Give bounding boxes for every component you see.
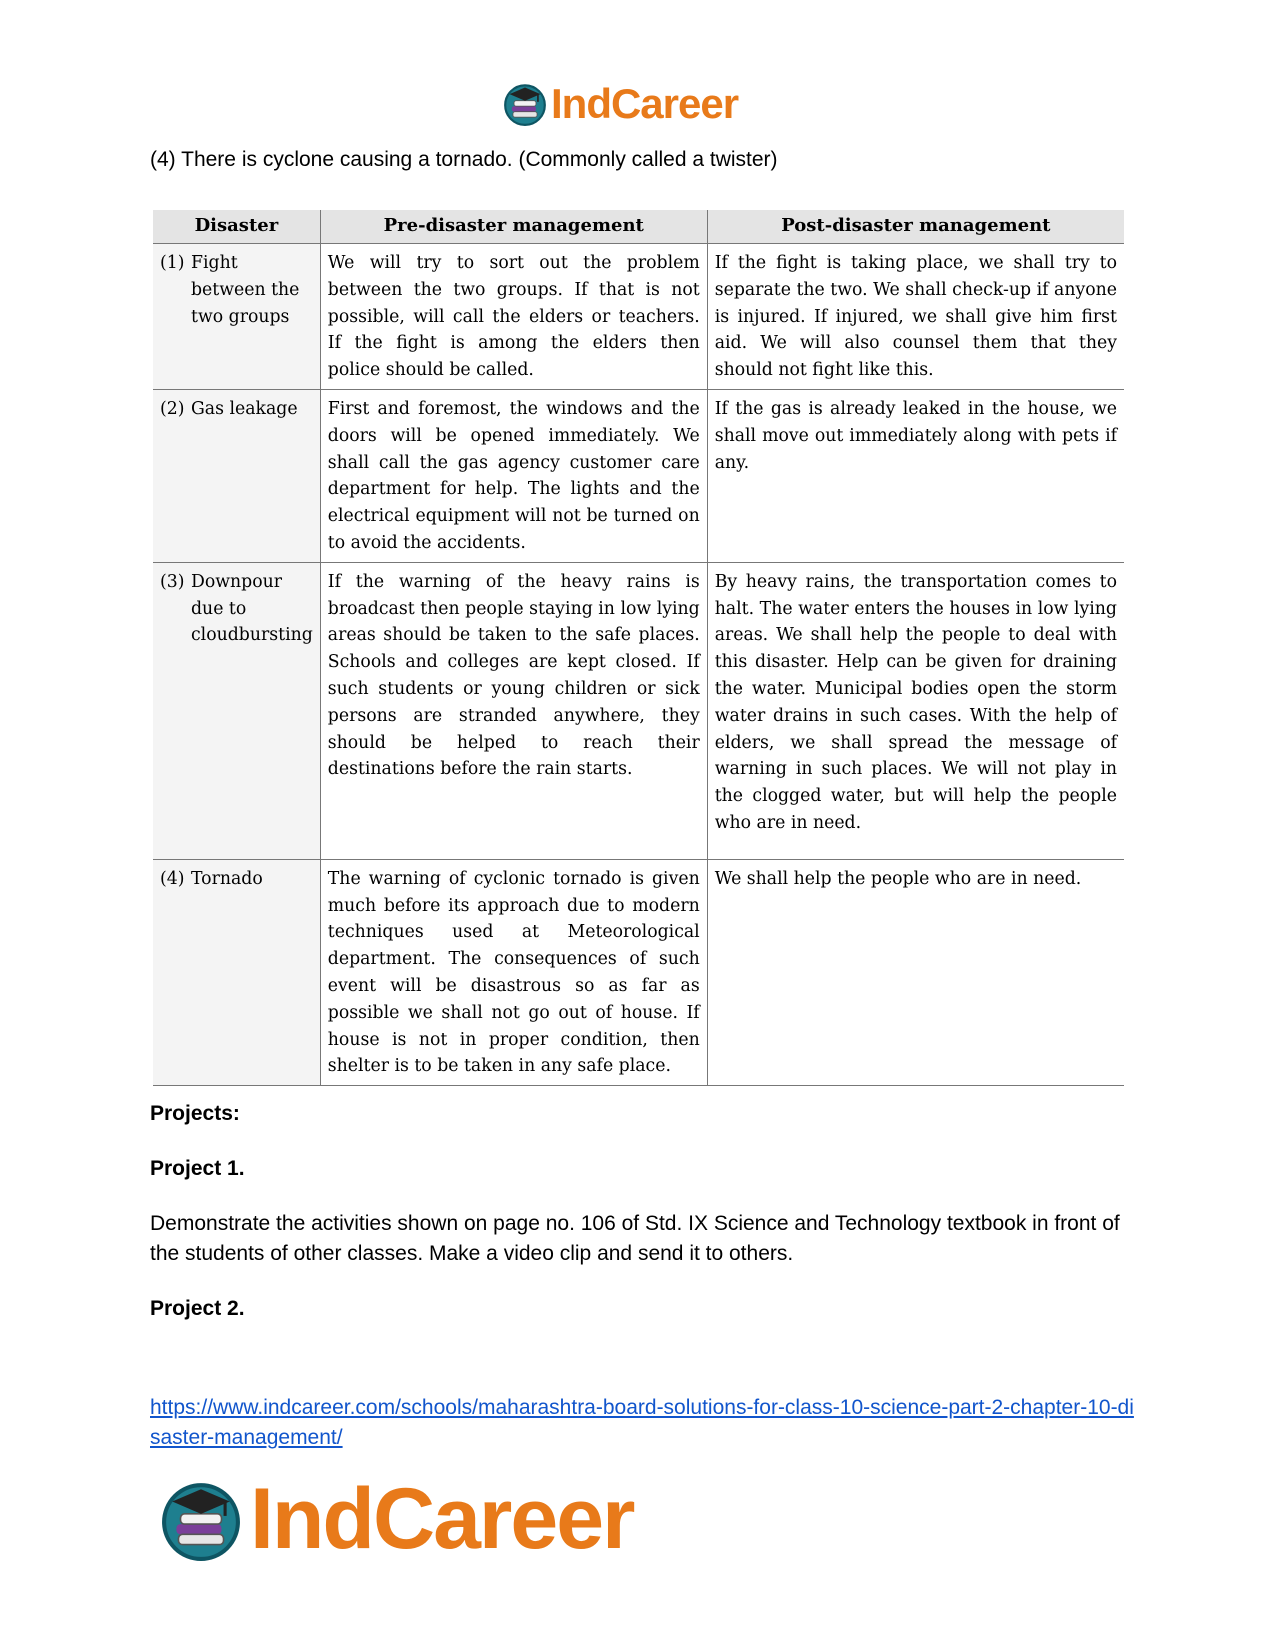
- column-header-post: Post-disaster management: [707, 210, 1124, 244]
- project-1-heading: Project 1.: [150, 1157, 245, 1180]
- row-number: (4): [160, 868, 185, 889]
- row-number: (2): [160, 398, 185, 419]
- disaster-name: Tornado: [191, 868, 263, 889]
- disaster-name: Fight between the two groups: [191, 253, 300, 327]
- column-header-disaster: Disaster: [153, 210, 320, 244]
- projects-heading: Projects:: [150, 1102, 240, 1125]
- table-header-row: [153, 210, 1124, 244]
- disaster-cell: [153, 562, 320, 859]
- graduation-book-icon: [160, 1479, 242, 1561]
- post-disaster-cell: By heavy rains, the transportation comes to halt. The water enters the houses in low lying areas. We shall help the people to deal with this disaster. Help can be given for draining the water. Municipal bodies open the storm water drains in such cases. With the help of elders, we shall spread the message of warning in such places. We will not play in the clogged water, but will help the people who are in need.: [707, 562, 1124, 859]
- disaster-name: Gas leakage: [191, 398, 298, 419]
- table-row: [153, 244, 1124, 390]
- source-link[interactable]: https://www.indcareer.com/schools/maharashtra-board-solutions-for-class-10-science-part-2-chapter-10-disaster-management/: [150, 1396, 1134, 1449]
- disaster-cell: [153, 244, 320, 390]
- table-row: [153, 859, 1124, 1085]
- header-logo: [503, 80, 738, 128]
- project-1-text: Demonstrate the activities shown on page no. 106 of Std. IX Science and Technology textbook in front of the students of other classes. Make a video clip and send it to others.: [150, 1212, 1120, 1265]
- project-2-heading: Project 2.: [150, 1297, 245, 1320]
- pre-disaster-cell: The warning of cyclonic tornado is given much before its approach due to modern techniques used at Meteorological department. The consequences of such event will be disastrous so as far as possible we shall not go out of house. If house is not in proper condition, then shelter is to be taken in any safe place.: [320, 859, 707, 1085]
- row-number: (1): [160, 253, 185, 273]
- intro-text: (4) There is cyclone causing a tornado. (Commonly called a twister): [150, 148, 778, 171]
- pre-disaster-cell: We will try to sort out the problem between the two groups. If that is not possible, will call the elders or teachers. If the fight is among the elders then police should be called.: [320, 244, 707, 390]
- row-number: (3): [160, 571, 185, 592]
- disaster-cell: [153, 389, 320, 562]
- footer-logo: [160, 1470, 634, 1569]
- pre-disaster-cell: First and foremost, the windows and the doors will be opened immediately. We shall call the gas agency customer care department for help. The lights and the electrical equipment will not be turned on to avoid the accidents.: [320, 389, 707, 562]
- disaster-management-table: [153, 210, 1124, 1086]
- table-row: [153, 389, 1124, 562]
- post-disaster-cell: If the fight is taking place, we shall try to separate the two. We shall check-up if anyone is injured. If injured, we shall give him first aid. We will also counsel them that they should not fight like this.: [707, 244, 1124, 390]
- graduation-book-icon: [503, 82, 547, 126]
- post-disaster-cell: We shall help the people who are in need.: [707, 859, 1124, 1085]
- pre-disaster-cell: If the warning of the heavy rains is broadcast then people staying in low lying areas should be taken to the safe places. Schools and colleges are kept closed. If such students or young children or sick persons are stranded anywhere, they should be helped to reach their destinations before the rain starts.: [320, 562, 707, 859]
- disaster-name: Downpour due to cloudbursting: [191, 571, 313, 646]
- post-disaster-cell: If the gas is already leaked in the house, we shall move out immediately along with pets if any.: [707, 389, 1124, 562]
- column-header-pre: Pre-disaster management: [320, 210, 707, 244]
- brand-name: IndCareer: [250, 1471, 634, 1567]
- table-row: [153, 562, 1124, 859]
- brand-name: IndCareer: [551, 80, 739, 127]
- disaster-cell: [153, 859, 320, 1085]
